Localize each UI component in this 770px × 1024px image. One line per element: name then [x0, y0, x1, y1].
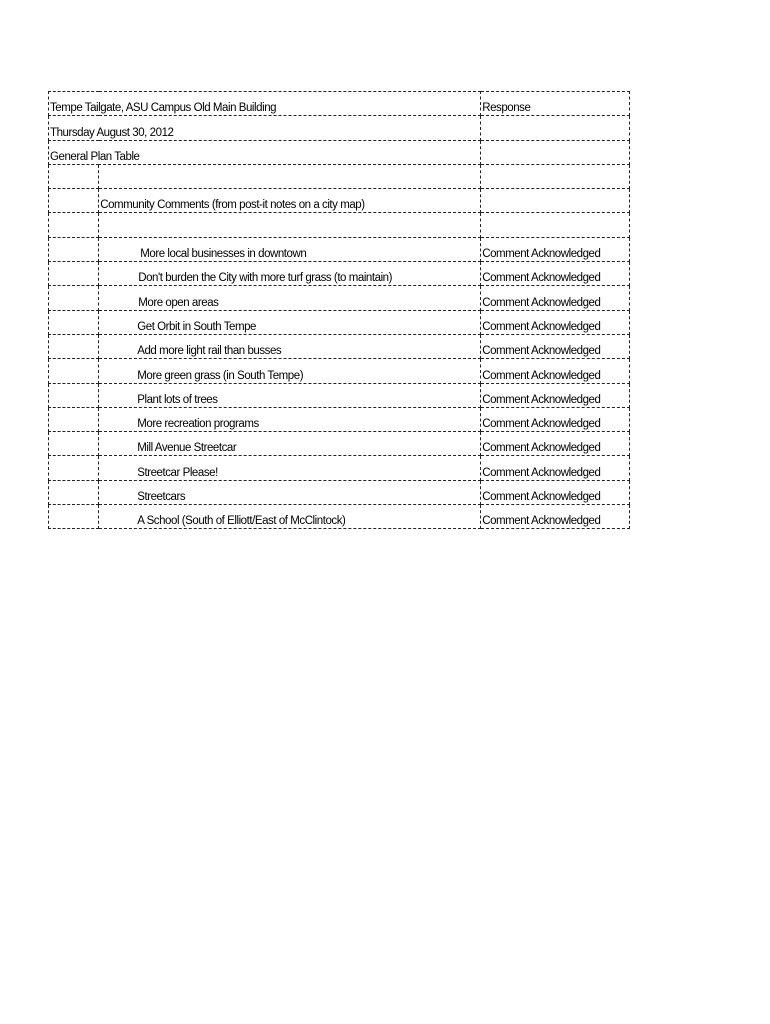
empty-cell[interactable]: [49, 383, 99, 407]
comment-text-cell[interactable]: More green grass (in South Tempe): [99, 359, 481, 383]
comment-text-cell[interactable]: Mill Avenue Streetcar: [99, 432, 481, 456]
response-header-cell[interactable]: Response: [481, 92, 630, 116]
table-row: [49, 189, 630, 213]
empty-cell[interactable]: [49, 505, 99, 529]
table-row: [49, 334, 630, 358]
empty-cell[interactable]: [481, 164, 630, 188]
table-row: [49, 407, 630, 431]
table-row: [49, 383, 630, 407]
empty-cell[interactable]: [481, 189, 630, 213]
empty-cell[interactable]: [49, 189, 99, 213]
table-row: [49, 213, 630, 237]
comment-response-cell[interactable]: Comment Acknowledged: [481, 237, 630, 261]
empty-cell[interactable]: [49, 480, 99, 504]
comment-response-cell[interactable]: Comment Acknowledged: [481, 383, 630, 407]
comment-response-cell[interactable]: Comment Acknowledged: [481, 480, 630, 504]
comment-response-cell[interactable]: Comment Acknowledged: [481, 505, 630, 529]
table-row: [49, 140, 630, 164]
empty-cell[interactable]: [49, 407, 99, 431]
event-date-cell[interactable]: Thursday August 30, 2012: [49, 116, 481, 140]
table-row: [49, 164, 630, 188]
table-row: [49, 237, 630, 261]
table-row: [49, 286, 630, 310]
table-row: [49, 359, 630, 383]
empty-cell[interactable]: [99, 164, 481, 188]
table-row: [49, 116, 630, 140]
comment-text-cell[interactable]: More recreation programs: [99, 407, 481, 431]
table-row: [49, 432, 630, 456]
comment-response-cell[interactable]: Comment Acknowledged: [481, 334, 630, 358]
comment-text-cell[interactable]: Get Orbit in South Tempe: [99, 310, 481, 334]
empty-cell[interactable]: [481, 140, 630, 164]
table-name-cell[interactable]: General Plan Table: [49, 140, 481, 164]
comment-text-cell[interactable]: Plant lots of trees: [99, 383, 481, 407]
empty-cell[interactable]: [49, 432, 99, 456]
comment-response-cell[interactable]: Comment Acknowledged: [481, 286, 630, 310]
empty-cell[interactable]: [49, 286, 99, 310]
comment-response-cell[interactable]: Comment Acknowledged: [481, 456, 630, 480]
comment-response-cell[interactable]: Comment Acknowledged: [481, 432, 630, 456]
empty-cell[interactable]: [481, 213, 630, 237]
comment-text-cell[interactable]: More open areas: [99, 286, 481, 310]
comment-text-cell[interactable]: Streetcars: [99, 480, 481, 504]
empty-cell[interactable]: [49, 262, 99, 286]
empty-cell[interactable]: [49, 237, 99, 261]
table-row: [49, 310, 630, 334]
empty-cell[interactable]: [99, 213, 481, 237]
table-row: [49, 92, 630, 116]
comment-response-cell[interactable]: Comment Acknowledged: [481, 310, 630, 334]
table-row: [49, 262, 630, 286]
comment-response-cell[interactable]: Comment Acknowledged: [481, 359, 630, 383]
section-title-cell[interactable]: Community Comments (from post-it notes on a city map): [99, 189, 481, 213]
empty-cell[interactable]: [481, 116, 630, 140]
comment-text-cell[interactable]: More local businesses in downtown: [99, 237, 481, 261]
empty-cell[interactable]: [49, 334, 99, 358]
comment-text-cell[interactable]: Add more light rail than busses: [99, 334, 481, 358]
comment-response-cell[interactable]: Comment Acknowledged: [481, 407, 630, 431]
table-row: [49, 480, 630, 504]
comment-text-cell[interactable]: Streetcar Please!: [99, 456, 481, 480]
empty-cell[interactable]: [49, 213, 99, 237]
event-title-cell[interactable]: Tempe Tailgate, ASU Campus Old Main Building: [49, 92, 481, 116]
comment-text-cell[interactable]: A School (South of Elliott/East of McClintock): [99, 505, 481, 529]
empty-cell[interactable]: [49, 164, 99, 188]
comments-table: [48, 91, 630, 529]
empty-cell[interactable]: [49, 310, 99, 334]
table-row: [49, 505, 630, 529]
comment-response-cell[interactable]: Comment Acknowledged: [481, 262, 630, 286]
comment-text-cell[interactable]: Don't burden the City with more turf grass (to maintain): [99, 262, 481, 286]
empty-cell[interactable]: [49, 456, 99, 480]
table-row: [49, 456, 630, 480]
empty-cell[interactable]: [49, 359, 99, 383]
